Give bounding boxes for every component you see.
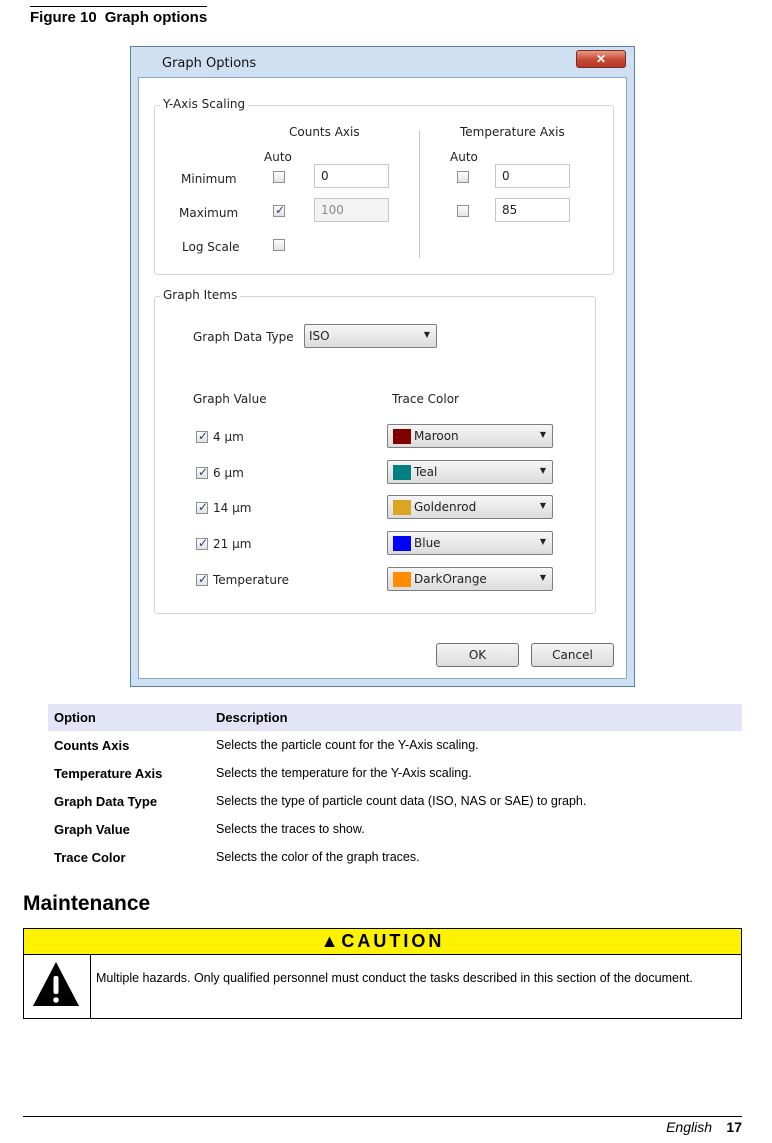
color-swatch: [393, 500, 411, 515]
color-swatch: [393, 536, 411, 551]
figure-title: Graph options: [104, 9, 208, 26]
dialog-body: [138, 77, 627, 679]
caution-text: Multiple hazards. Only qualified personnel must conduct the tasks described in this section of the document.: [96, 971, 693, 985]
counts-auto-label: Auto: [264, 150, 292, 164]
option-cell: Graph Data Type: [54, 794, 158, 809]
description-cell: Selects the particle count for the Y-Axis scaling.: [216, 738, 479, 752]
table-header: [48, 704, 742, 731]
chevron-down-icon: ▼: [423, 330, 430, 339]
temperature-axis-header: Temperature Axis: [460, 125, 565, 139]
footer-language: English: [666, 1119, 712, 1135]
color-swatch: [393, 465, 411, 480]
trace-color-value: Blue: [414, 536, 441, 550]
section-title: Maintenance: [23, 892, 151, 915]
description-cell: Selects the type of particle count data (ISO, NAS or SAE) to graph.: [216, 794, 587, 808]
temperature-min-input[interactable]: 0: [495, 164, 570, 188]
chevron-down-icon: ▼: [539, 573, 546, 582]
log-scale-checkbox[interactable]: [273, 239, 285, 251]
warning-triangle-icon: ▲: [320, 931, 342, 951]
item-label: 21 μm: [213, 537, 252, 551]
item-checkbox-14um[interactable]: [196, 502, 208, 514]
trace-color-value: Goldenrod: [414, 500, 477, 514]
counts-axis-header: Counts Axis: [289, 125, 360, 139]
trace-color-select-21um[interactable]: [387, 531, 553, 555]
graph-options-dialog: [130, 46, 635, 687]
chevron-down-icon: ▼: [539, 537, 546, 546]
option-cell: Trace Color: [54, 850, 126, 865]
item-label: 6 μm: [213, 466, 244, 480]
trace-color-select-14um[interactable]: [387, 495, 553, 519]
item-checkbox-temperature[interactable]: [196, 574, 208, 586]
chevron-down-icon: ▼: [539, 466, 546, 475]
item-label: 14 μm: [213, 501, 252, 515]
graph-items-legend: Graph Items: [160, 288, 240, 302]
figure-number: Figure 10: [30, 9, 97, 26]
graph-data-type-value: ISO: [309, 329, 330, 343]
counts-min-input[interactable]: 0: [314, 164, 389, 188]
chevron-down-icon: ▼: [539, 430, 546, 439]
log-scale-label: Log Scale: [182, 240, 240, 254]
footer-rule: [23, 1116, 742, 1117]
trace-color-value: Teal: [414, 465, 438, 479]
item-checkbox-4um[interactable]: [196, 431, 208, 443]
counts-max-input[interactable]: 100: [314, 198, 389, 222]
temperature-auto-label: Auto: [450, 150, 478, 164]
item-label: 4 μm: [213, 430, 244, 444]
caution-divider: [90, 954, 91, 1018]
graph-data-type-select[interactable]: [304, 324, 437, 348]
cancel-button[interactable]: Cancel: [531, 643, 614, 667]
counts-min-auto-checkbox[interactable]: [273, 171, 285, 183]
maximum-label: Maximum: [179, 206, 239, 220]
page-number: 17: [726, 1119, 742, 1135]
color-swatch: [393, 572, 411, 587]
graph-data-type-label: Graph Data Type: [193, 330, 294, 344]
temperature-min-auto-checkbox[interactable]: [457, 171, 469, 183]
close-icon: ✕: [595, 52, 607, 66]
item-checkbox-6um[interactable]: [196, 467, 208, 479]
trace-color-select-6um[interactable]: [387, 460, 553, 484]
counts-max-auto-checkbox[interactable]: [273, 205, 285, 217]
description-cell: Selects the color of the graph traces.: [216, 850, 420, 864]
close-button[interactable]: [576, 50, 626, 68]
option-cell: Graph Value: [54, 822, 130, 837]
option-cell: Counts Axis: [54, 738, 130, 753]
ok-button[interactable]: OK: [436, 643, 519, 667]
graph-value-header: Graph Value: [193, 392, 267, 406]
trace-color-value: DarkOrange: [414, 572, 487, 586]
description-cell: Selects the traces to show.: [216, 822, 365, 836]
temperature-max-auto-checkbox[interactable]: [457, 205, 469, 217]
option-header: Option: [54, 710, 96, 725]
caution-label: CAUTION: [341, 931, 445, 951]
caution-bar: [24, 929, 741, 955]
chevron-down-icon: ▼: [539, 501, 546, 510]
dialog-title: Graph Options: [162, 56, 257, 71]
trace-color-select-4um[interactable]: [387, 424, 553, 448]
option-cell: Temperature Axis: [54, 766, 163, 781]
item-label: Temperature: [213, 573, 290, 587]
item-checkbox-21um[interactable]: [196, 538, 208, 550]
minimum-label: Minimum: [181, 172, 237, 186]
description-header: Description: [216, 710, 288, 725]
color-swatch: [393, 429, 411, 444]
figure-caption: [30, 6, 207, 26]
trace-color-header: Trace Color: [392, 392, 459, 406]
axis-divider: [419, 130, 420, 258]
y-axis-scaling-legend: Y-Axis Scaling: [160, 97, 248, 111]
hazard-icon: [32, 961, 80, 1007]
description-cell: Selects the temperature for the Y-Axis scaling.: [216, 766, 472, 780]
trace-color-select-temperature[interactable]: [387, 567, 553, 591]
temperature-max-input[interactable]: 85: [495, 198, 570, 222]
trace-color-value: Maroon: [414, 429, 459, 443]
caution-box: [23, 928, 742, 1019]
